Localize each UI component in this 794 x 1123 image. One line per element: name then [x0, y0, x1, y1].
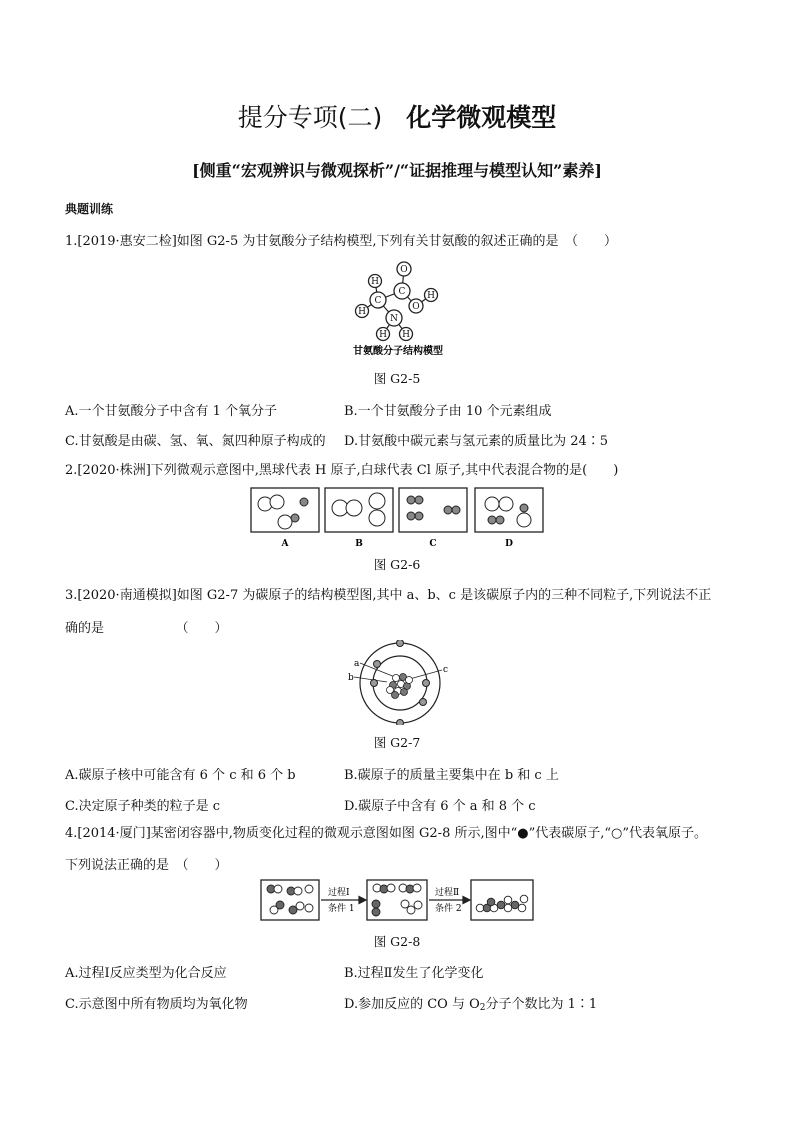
glycine-model-figure	[330, 255, 470, 360]
q3-option-a: A.碳原子核中可能含有 6 个 c 和 6 个 b	[65, 768, 296, 783]
q3-option-d: D.碳原子中含有 6 个 a 和 8 个 c	[344, 799, 536, 814]
carbon-atom-model-figure	[340, 640, 460, 725]
page-title	[0, 98, 794, 134]
atom-label: H	[358, 307, 366, 317]
q4-option-d-pre: D.参加反应的 CO 与 O	[344, 997, 480, 1012]
question-3-text-line1: 3.[2020·南通模拟]如图 G2-7 为碳原子的结构模型图,其中 a、b、c 是该碳原子内的三种不同粒子,下列说法不正	[65, 588, 712, 603]
figure-caption-g2-5: 图 G2-5	[373, 371, 421, 386]
atom-label: O	[400, 265, 408, 275]
q1-option-a: A.一个甘氨酸分子中含有 1 个氧分子	[65, 404, 278, 419]
q4-option-d	[344, 993, 597, 1013]
process-diagram-figure	[258, 877, 536, 923]
question-1-text: 1.[2019·惠安二检]如图 G2-5 为甘氨酸分子结构模型,下列有关甘氨酸的叙述正确的是 （ ）	[65, 234, 617, 249]
atom-label: H	[379, 330, 387, 340]
atom-label: H	[402, 330, 410, 340]
panel-label-c: C	[429, 539, 437, 549]
title-part1: 提分专项(二)	[237, 103, 383, 132]
label-b: b	[348, 673, 354, 683]
q4-option-b: B.过程Ⅱ发生了化学变化	[344, 966, 484, 981]
question-2-text: 2.[2020·株洲]下列微观示意图中,黑球代表 H 原子,白球代表 Cl 原子,其中代表混合物的是( )	[65, 463, 619, 478]
condition-2-label: 条件 2	[435, 904, 462, 914]
question-3-text-line2: 确的是 （ ）	[65, 621, 228, 636]
section-heading: 典题训练	[65, 202, 114, 216]
title-part2: 化学微观模型	[406, 103, 557, 132]
q4-option-c: C.示意图中所有物质均为氧化物	[65, 997, 248, 1012]
atom-label: H	[371, 277, 379, 287]
figure-caption-g2-6: 图 G2-6	[373, 557, 421, 572]
atom-label: N	[390, 314, 398, 324]
atom-label: O	[412, 302, 420, 312]
atom-label: C	[398, 287, 406, 297]
label-c: c	[443, 665, 449, 675]
page-subtitle: [侧重“宏观辨识与微观探析”/“证据推理与模型认知”素养]	[192, 161, 602, 180]
panel-label-b: B	[355, 539, 363, 549]
q4-option-a: A.过程Ⅰ反应类型为化合反应	[65, 966, 227, 981]
q1-option-c: C.甘氨酸是由碳、氢、氧、氮四种原子构成的	[65, 434, 326, 449]
question-4-text-line1: 4.[2014·厦门]某密闭容器中,物质变化过程的微观示意图如图 G2-8 所示,图中“●”代表碳原子,“○”代表氧原子。	[65, 826, 708, 841]
atom-label: C	[374, 296, 382, 306]
panel-label-d: D	[505, 539, 513, 549]
q3-option-b: B.碳原子的质量主要集中在 b 和 c 上	[344, 768, 559, 783]
panel-label-a: A	[281, 539, 289, 549]
q4-option-d-post: 分子个数比为 1∶1	[485, 997, 598, 1012]
step-2-label: 过程Ⅱ	[435, 888, 460, 898]
label-a: a	[354, 659, 360, 669]
question-4-text-line2: 下列说法正确的是 （ ）	[65, 858, 228, 873]
q3-option-c: C.决定原子种类的粒子是 c	[65, 799, 221, 814]
condition-1-label: 条件 1	[328, 904, 355, 914]
figure-label: 甘氨酸分子结构模型	[353, 346, 443, 357]
q1-option-b: B.一个甘氨酸分子由 10 个元素组成	[344, 404, 552, 419]
atom-label: H	[427, 291, 435, 301]
q4-option-d-subscript: 2	[479, 1003, 486, 1013]
step-1-label: 过程Ⅰ	[328, 888, 350, 898]
q1-option-d: D.甘氨酸中碳元素与氢元素的质量比为 24∶5	[344, 434, 609, 449]
figure-caption-g2-8: 图 G2-8	[373, 934, 421, 949]
q2-panels-figure	[248, 486, 548, 552]
figure-caption-g2-7: 图 G2-7	[373, 735, 421, 750]
